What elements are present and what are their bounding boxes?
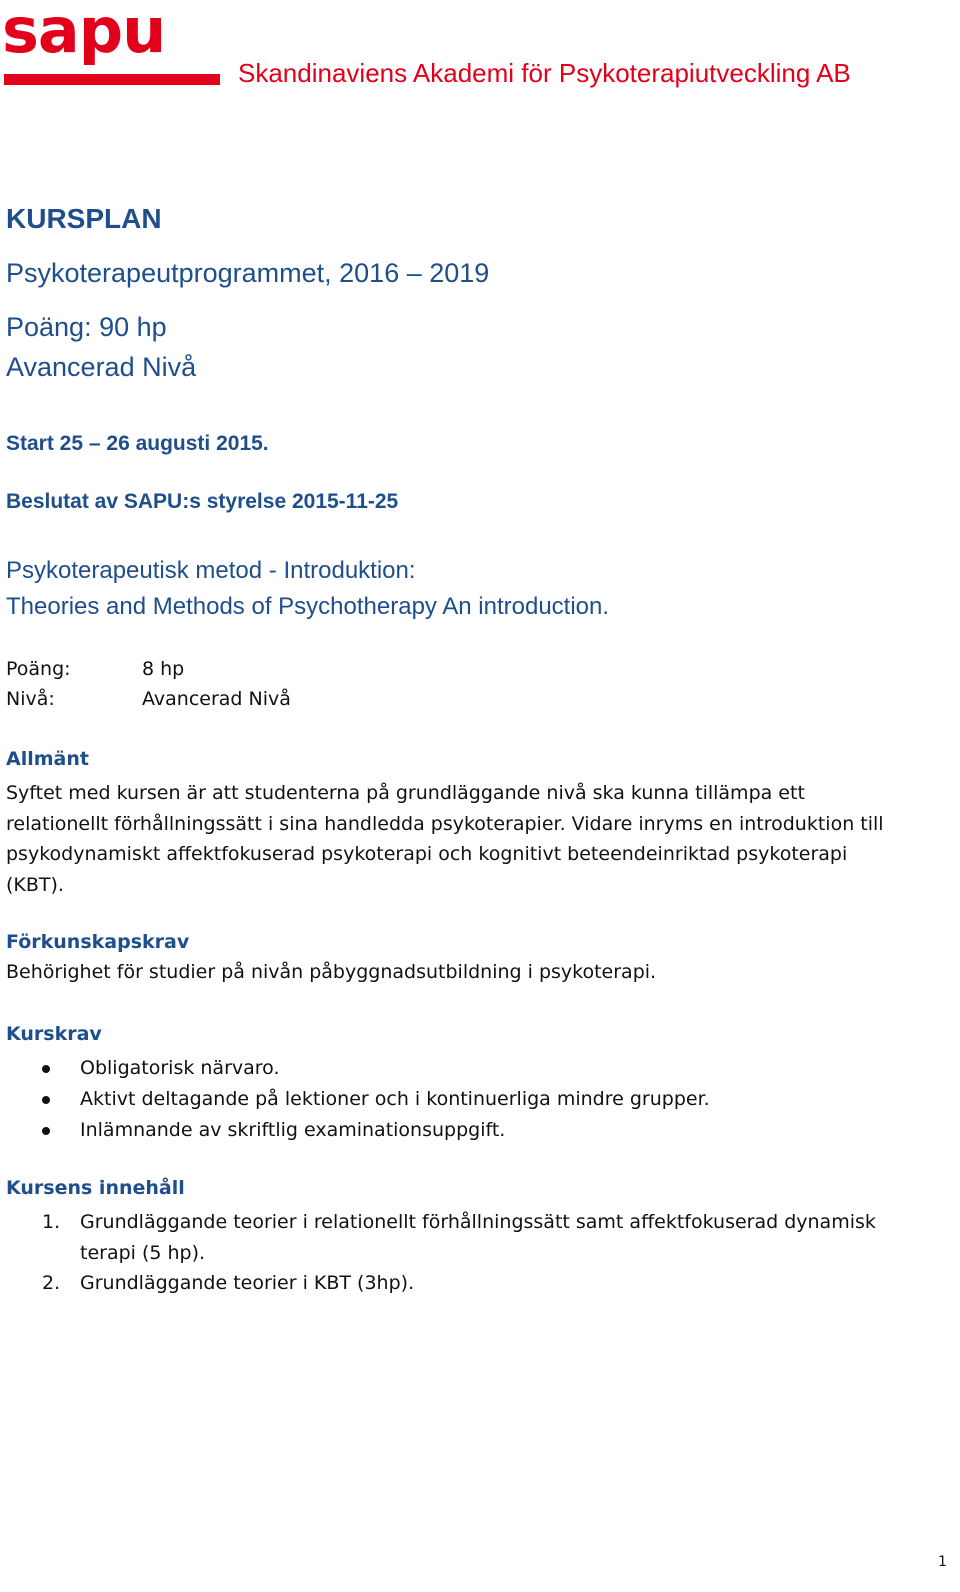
bullet-icon bbox=[42, 1096, 50, 1104]
list-item-text bbox=[80, 1207, 940, 1268]
list-item-line: Grundläggande teorier i KBT (3hp). bbox=[80, 1272, 415, 1294]
bullet-icon bbox=[42, 1065, 50, 1073]
general-paragraph bbox=[6, 778, 936, 900]
program-points: Poäng: 90 hp bbox=[6, 312, 167, 342]
level-value: Avancerad Nivå bbox=[142, 688, 291, 710]
course-title-swedish: Psykoterapeutisk metod - Introduktion: bbox=[6, 557, 416, 584]
logo-underline-bar bbox=[4, 74, 220, 85]
paragraph-line: (KBT). bbox=[6, 873, 64, 896]
level-label: Nivå: bbox=[6, 688, 55, 710]
list-item-text: Obligatorisk närvaro. bbox=[80, 1057, 280, 1079]
sapu-logo: sapu bbox=[2, 0, 166, 67]
board-decision: Beslutat av SAPU:s styrelse 2015-11-25 bbox=[6, 490, 399, 513]
list-item-text: Aktivt deltagande på lektioner och i kontinuerliga mindre grupper. bbox=[80, 1088, 710, 1110]
list-item-line: terapi (5 hp). bbox=[80, 1241, 206, 1264]
document-type-heading: KURSPLAN bbox=[6, 203, 162, 234]
points-value: 8 hp bbox=[142, 658, 185, 680]
section-heading-requirements: Kurskrav bbox=[6, 1023, 102, 1045]
program-level: Avancerad Nivå bbox=[6, 352, 197, 382]
start-date: Start 25 – 26 augusti 2015. bbox=[6, 432, 269, 455]
bullet-icon bbox=[42, 1127, 50, 1135]
list-number: 1. bbox=[42, 1211, 61, 1233]
prerequisites-text: Behörighet för studier på nivån påbyggnadsutbildning i psykoterapi. bbox=[6, 961, 657, 983]
list-number: 2. bbox=[42, 1272, 61, 1294]
paragraph-line: Syftet med kursen är att studenterna på grundläggande nivå ska kunna tillämpa ett bbox=[6, 782, 805, 804]
section-heading-contents: Kursens innehåll bbox=[6, 1177, 185, 1199]
paragraph-line: psykodynamiskt affektfokuserad psykoterapi och kognitivt beteendeinriktad psykoterapi bbox=[6, 843, 848, 865]
program-title: Psykoterapeutprogrammet, 2016 – 2019 bbox=[6, 258, 490, 288]
points-label: Poäng: bbox=[6, 658, 71, 680]
list-item-text: Inlämnande av skriftlig examinationsuppgift. bbox=[80, 1119, 506, 1141]
organization-name: Skandinaviens Akademi för Psykoterapiutveckling AB bbox=[238, 58, 851, 88]
list-item-line: Grundläggande teorier i relationellt förhållningssätt samt affektfokuserad dynamisk bbox=[80, 1211, 876, 1233]
section-heading-general: Allmänt bbox=[6, 748, 89, 770]
course-title-english: Theories and Methods of Psychotherapy An introduction. bbox=[6, 593, 610, 620]
page-number: 1 bbox=[938, 1554, 947, 1570]
list-item-text bbox=[80, 1268, 940, 1299]
section-heading-prerequisites: Förkunskapskrav bbox=[6, 931, 190, 953]
paragraph-line: relationellt förhållningssätt i sina handledda psykoterapier. Vidare inryms en introduktion till bbox=[6, 812, 884, 835]
